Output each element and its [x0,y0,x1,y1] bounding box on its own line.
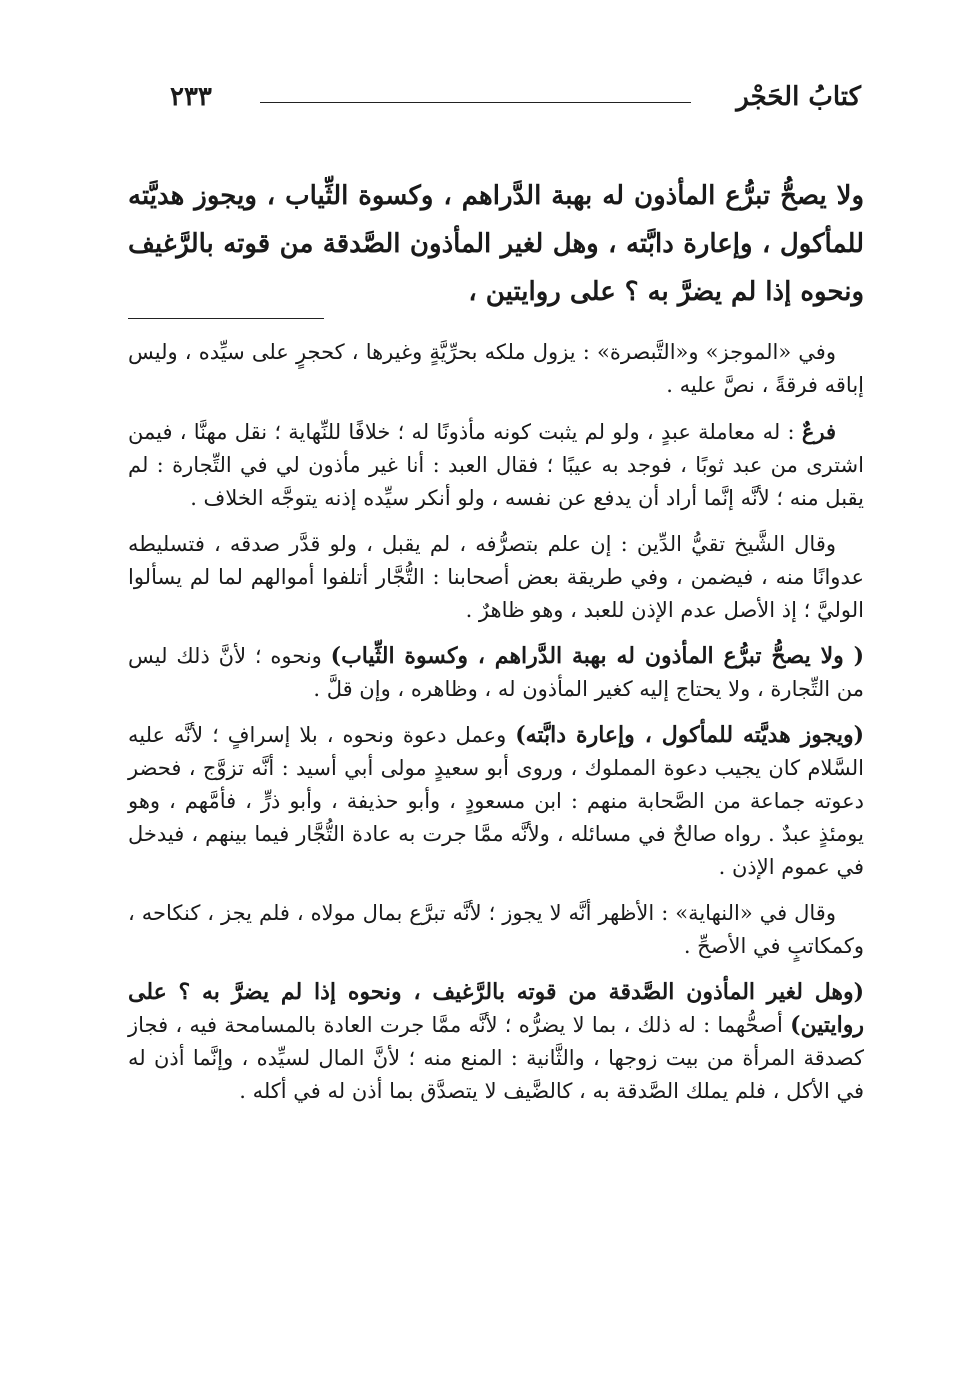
quoted-main-text: (وهل لغير المأذون الصَّدقة من قوته بالرَّغيف ، ونحوه إذا لم يضرَّ به ؟ على روايتين) [128,979,864,1038]
commentary-paragraph [128,336,864,402]
text-separator-rule [128,318,324,319]
paragraph-lead-word: فرعٌ [801,419,836,444]
commentary-paragraph [128,976,864,1108]
commentary-paragraph [128,897,864,963]
commentary-paragraph [128,640,864,706]
quoted-main-text: ( ولا يصحُّ تبرُّع المأذون له بهبة الدَّراهم ، وكسوة الثِّياب) [330,643,864,669]
commentary [128,336,864,1121]
paragraph-text: أصحُّهما : له ذلك ، بما لا يضرُّه ؛ لأنَّه ممَّا جرت العادة بالمسامحة فيه ، فجاز كصدقة المرأة من بيت زوجها ، والثَّانية : المنع منه ؛ لأنَّ المال لسيِّده ، وإنَّما أذن له في الأكل ، فلم يملك الصَّدقة به ، كالضَّيف لا يتصدَّق بما أذن له في أكله . [128,1013,864,1103]
main-text: ولا يصحُّ تبرُّع المأذون له بهبة الدَّراهم ، وكسوة الثِّياب ، ويجوز هديَّته للمأكول ، وإعارة دابَّته ، وهل لغير المأذون الصَّدقة من قوته بالرَّغيف ونحوه إذا لم يضرَّ به ؟ على روايتين ، [128,181,864,307]
page-number: ٢٣٣ [170,82,212,112]
commentary-paragraph [128,528,864,627]
paragraph-text: وقال الشَّيخ تقيُّ الدِّين : إن علم بتصرُّفه ، لم يقبل ، ولو قدَّر صدقه ، فتسليطه عدوانًا منه ، فيضمن ، وفي طريقة بعض أصحابنا : التُّجَّار أتلفوا أموالهم لما لم يسألوا الوليَّ ؛ إذ الأصل عدم الإذن للعبد ، وهو ظاهرٌ . [128,532,864,622]
paragraph-text: وعمل دعوة ونحوه ، بلا إسرافٍ ؛ لأنَّه عليه السَّلام كان يجيب دعوة المملوك ، وروى أبو سعيدٍ مولى أبي أسيد : أنَّه تزوَّج ، فحضر دعوته جماعة من الصَّحابة منهم : ابن مسعودٍ ، وأبو حذيفة ، وأبو ذرٍّ ، فأمَّهم ، وهو يومئذٍ عبدٌ . رواه صالحٌ في مسائله ، ولأنَّه ممَّا جرت به عادة التُّجَّار فيما بينهم ، فيدخل في عموم الإذن . [128,723,864,879]
commentary-paragraph [128,719,864,884]
paragraph-text: ونحوه ؛ لأنَّ ذلك ليس من التِّجارة ، ولا يحتاج إليه كغير المأذون له ، وظاهره ، وإن قلَّ . [128,644,864,701]
paragraph-text: وقال في «النهاية» : الأظهر أنَّه لا يجوز ؛ لأنَّه تبرَّع بمال مولاه ، فلم يجز ، كنكاحه ، وكمكاتبٍ في الأصحِّ . [128,901,864,958]
header-rule [260,102,691,103]
running-title: كتابُ الحَجْر [736,82,861,112]
commentary-paragraph [128,415,864,515]
page-header [170,82,861,122]
quoted-main-text: (ويجوز هديَّته للمأكول ، وإعارة دابَّته) [515,722,864,748]
paragraph-text: : له معاملة عبدٍ ، ولو لم يثبت كونه مأذونًا له ؛ خلافًا للنِّهاية ؛ نقل مهنَّا ، فيمن اشترى من عبد ثوبًا ، فوجد به عيبًا ؛ فقال العبد : أنا غير مأذون لي في التِّجارة : لم يقبل منه ؛ لأنَّه إنَّما أراد أن يدفع عن نفسه ، ولو أنكر سيِّده إذنه يتوجَّه الخلاف . [128,420,864,510]
paragraph-text: وفي «الموجز» و«التَّبصرة» : يزول ملكه بحرِّيَّةٍ وغيرها ، كحجرٍ على سيِّده ، وليس إباقه فرقةً ، نصَّ عليه . [128,340,864,397]
